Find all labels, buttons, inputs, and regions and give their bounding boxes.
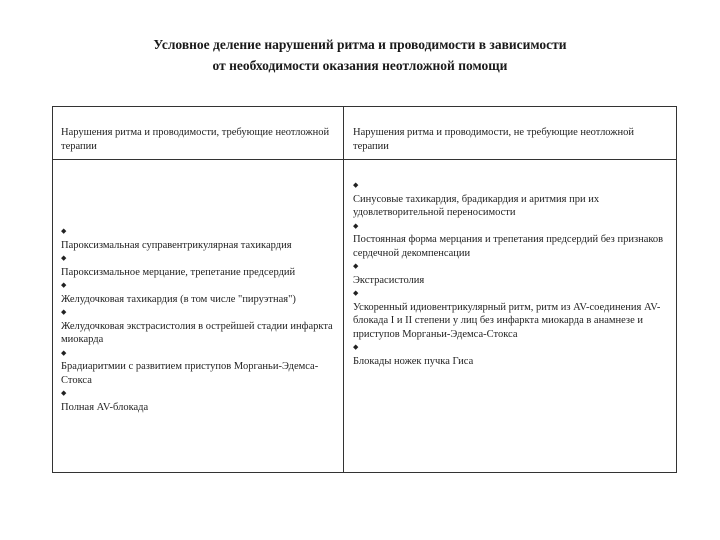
list-item: ◆ Ускоренный идиовентрикулярный ритм, ритм из AV-соединения AV-блокада I и II степени у лиц без инфаркта миокарда в анамнезе и приступов Морганьи-Эдемса-Стокса xyxy=(353,287,671,341)
list-item: ◆ Желудочковая тахикардия (в том числе "пируэтная") xyxy=(61,279,336,306)
bullet-icon: ◆ xyxy=(61,389,67,397)
title-line-1: Условное деление нарушений ритма и проводимости в зависимости xyxy=(153,37,567,52)
bullet-icon: ◆ xyxy=(353,221,359,230)
list-item: ◆ Синусовые тахикардия, брадикардия и аритмия при их удовлетворительной переносимости xyxy=(353,179,671,220)
col1-list xyxy=(61,225,336,414)
bullet-icon: ◆ xyxy=(61,227,67,235)
list-item: ◆ Пароксизмальная суправентрикулярная тахикардия xyxy=(61,225,336,252)
column-divider xyxy=(343,107,344,472)
list-item: ◆ Желудочковая экстрасистолия в острейшей стадии инфаркта миокарда xyxy=(61,306,336,347)
list-item: ◆ Полная AV-блокада xyxy=(61,387,336,414)
list-item: ◆ Блокады ножек пучка Гиса xyxy=(353,341,671,368)
bullet-icon: ◆ xyxy=(353,343,359,351)
title-line-2: от необходимости оказания неотложной помощи xyxy=(212,58,508,73)
list-item: ◆ Постоянная форма мерцания и трепетания предсердий без признаков сердечной декомпенсации xyxy=(353,220,671,261)
bullet-icon: ◆ xyxy=(61,348,67,357)
col1-header: Нарушения ритма и проводимости, требующие неотложной терапии xyxy=(61,127,330,152)
list-item: ◆ Брадиаритмии с развитием приступов Морганьи-Эдемса-Стокса xyxy=(61,347,336,388)
classification-table xyxy=(52,106,677,473)
col2-header: Нарушения ритма и проводимости, не требующие неотложной терапии xyxy=(353,127,635,152)
header-divider xyxy=(53,159,676,160)
col2-list xyxy=(353,179,671,368)
page-title xyxy=(60,34,660,76)
bullet-icon: ◆ xyxy=(353,181,359,189)
list-item: ◆ Пароксизмальное мерцание, трепетание предсердий xyxy=(61,252,336,279)
list-item: ◆ Экстрасистолия xyxy=(353,260,671,287)
bullet-icon: ◆ xyxy=(353,289,359,297)
bullet-icon: ◆ xyxy=(61,308,67,316)
bullet-icon: ◆ xyxy=(61,281,67,289)
bullet-icon: ◆ xyxy=(353,262,359,270)
bullet-icon: ◆ xyxy=(61,254,67,262)
